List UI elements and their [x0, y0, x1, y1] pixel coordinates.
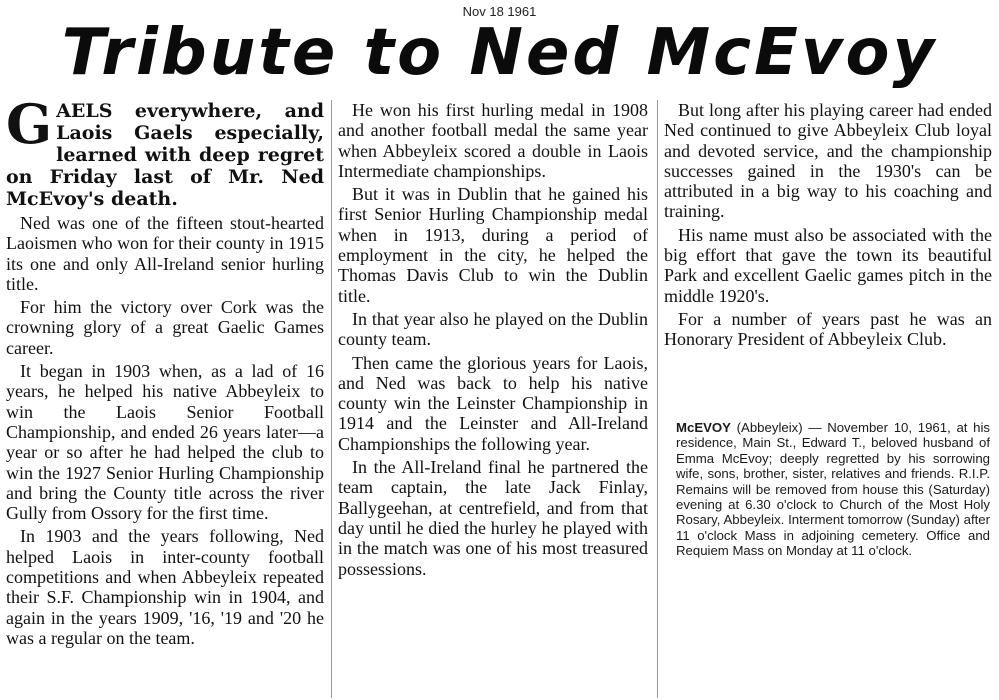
death-notice-text: (Abbeyleix) — November 10, 1961, at his residence, Main St., Edward T., beloved husband of Emma McEvoy; deeply regretted by his sorrowing wife, sons, brother, sister, relatives and friends. R.I.P. Remains will be removed from house this (Saturday) evening at 6.30 o'clock to Church of the Most Holy Rosary, Abbeyleix. Interment tomorrow (Sunday) after 11 o'clock Mass in adjoining cemetery. Office and Requiem Mass on Monday at 11 o'clock. [676, 420, 990, 559]
column-divider [657, 100, 658, 698]
article-paragraph: But long after his playing career had ended Ned continued to give Abbeyleix Club loyal and devoted service, and the championship successes gained in the 1930's can be attributed in a big way to his coaching and training. [664, 100, 992, 222]
article-paragraph: He won his first hurling medal in 1908 and another football medal the same year when Abbeyleix scored a double in Laois Intermediate championships. [338, 100, 648, 181]
column-divider [331, 100, 332, 698]
death-notice [676, 420, 990, 620]
article-paragraph: In that year also he played on the Dublin county team. [338, 308, 648, 350]
article-paragraph: In the All-Ireland final he partnered the team captain, the late Jack Finlay, Ballygeehan, at centrefield, and from that day until he died the hurley he played with in the match was one of his most treasured possessions. [338, 457, 648, 579]
article-column-2 [338, 100, 648, 700]
article-paragraph: Ned was one of the fifteen stout-hearted Laoismen who won for their county in 1915 its one and only All-Ireland senior hurling title. [6, 213, 324, 294]
article-paragraph: It began in 1903 when, as a lad of 16 years, he helped his native Abbeyleix to win the Laois Senior Football Championship, and ended 26 years later—a year or so after he had helped the club to win the 1927 Senior Hurling Championship and bring the County title across the river Gully from Ossory for the first time. [6, 361, 324, 524]
lead-text: AELS everywhere, and Laois Gaels especially, learned with deep regret on Friday last of Mr. Ned McEvoy's death. [6, 100, 324, 210]
article-paragraph: For a number of years past he was an Honorary President of Abbeyleix Club. [664, 308, 992, 350]
article-paragraph: But it was in Dublin that he gained his first Senior Hurling Championship medal when in 1913, during a period of employment in the city, he helped the Thomas Davis Club to win the Dublin title. [338, 184, 648, 306]
lead-paragraph [6, 100, 324, 210]
drop-cap: G [6, 100, 53, 156]
article-paragraph: Then came the glorious years for Laois, and Ned was back to help his native county win the Leinster Championship in 1914 and the Leinster and All-Ireland Championships the following year. [338, 352, 648, 454]
article-column-1 [6, 100, 324, 700]
clipping-date: Nov 18 1961 [462, 4, 537, 19]
headline: Tribute to Ned McEvoy [61, 16, 938, 90]
article-column-3 [664, 100, 992, 418]
death-notice-name: McEVOY [676, 420, 731, 435]
article-paragraph: In 1903 and the years following, Ned helped Laois in inter-county football competitions and when Abbeyleix repeated their S.F. Championship win in 1904, and again in the years 1909, '16, '19 and '20 he was a regular on the team. [6, 526, 324, 648]
article-paragraph: His name must also be associated with the big effort that gave the town its beautiful Park and excellent Gaelic games pitch in the middle 1920's. [664, 224, 992, 306]
article-paragraph: For him the victory over Cork was the crowning glory of a great Gaelic Games career. [6, 297, 324, 358]
